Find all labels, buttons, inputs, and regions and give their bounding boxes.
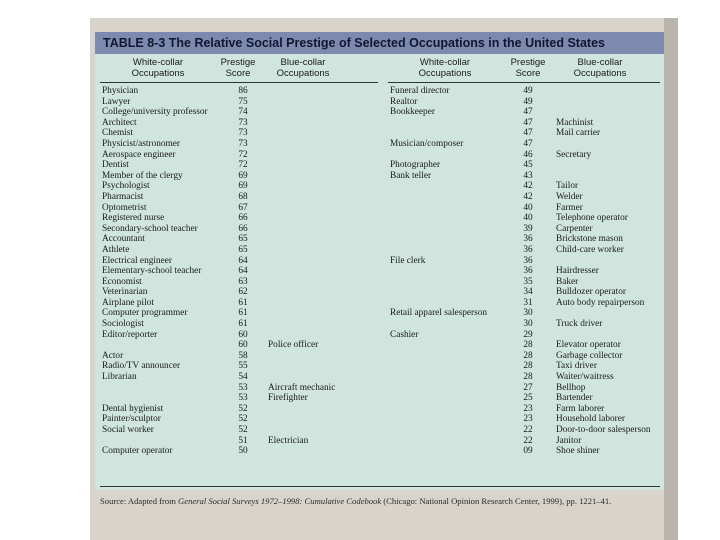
- table-cell: [390, 361, 508, 372]
- table-cell: [268, 319, 378, 330]
- table-cell: Electrical engineer: [102, 255, 172, 266]
- table-cell: 69: [238, 181, 248, 192]
- table-cell: Carpenter: [556, 223, 593, 234]
- table-cell: Dentist: [102, 160, 129, 171]
- table-cell: 36: [523, 244, 533, 255]
- table-cell: 55: [238, 361, 248, 372]
- table-cell: 60: [238, 329, 248, 340]
- table-cell: [390, 181, 508, 192]
- table-cell: [102, 383, 222, 394]
- table-cell: [268, 213, 378, 224]
- table-cell: Retail apparel salesperson: [390, 308, 488, 319]
- table-cell: [268, 351, 378, 362]
- table-cell: [556, 107, 662, 118]
- table-cell: [556, 97, 662, 108]
- table-cell: [556, 171, 662, 182]
- table-cell: [268, 361, 378, 372]
- left-prestige-column: [228, 86, 258, 457]
- table-cell: Bartender: [556, 393, 593, 404]
- source-work-title: General Social Surveys 1972–1998: Cumulative Codebook: [178, 496, 382, 506]
- table-cell: [390, 277, 508, 288]
- table-cell: [268, 160, 378, 171]
- table-cell: 45: [523, 160, 533, 171]
- table-cell: Athlete: [102, 244, 130, 255]
- right-white-collar-column: [390, 86, 508, 457]
- table-cell: Actor: [102, 350, 124, 361]
- left-white-collar-column: [102, 86, 222, 457]
- table-cell: Firefighter: [268, 393, 308, 404]
- table-cell: [556, 330, 662, 341]
- table-cell: [390, 234, 508, 245]
- table-cell: [390, 128, 508, 139]
- table-cell: Police officer: [268, 340, 319, 351]
- table-cell: Veterinarian: [102, 287, 148, 298]
- table-cell: 09: [523, 446, 533, 457]
- table-cell: Truck driver: [556, 319, 603, 330]
- table-cell: Musician/composer: [390, 138, 464, 149]
- table-cell: [390, 372, 508, 383]
- table-cell: Mail carrier: [556, 128, 601, 139]
- header-prestige-right: Prestige Score: [510, 57, 546, 79]
- table-cell: [268, 266, 378, 277]
- table-cell: Machinist: [556, 117, 594, 128]
- table-cell: 42: [523, 191, 533, 202]
- table-cell: 29: [523, 329, 533, 340]
- table-cell: Sociologist: [102, 319, 144, 330]
- table-cell: Bookkeeper: [390, 107, 435, 118]
- table-cell: 69: [238, 170, 248, 181]
- table-cell: Telephone operator: [556, 213, 628, 224]
- table-cell: [390, 203, 508, 214]
- table-cell: [268, 298, 378, 309]
- table-cell: Economist: [102, 276, 142, 287]
- table-cell: [390, 224, 508, 235]
- table-cell: [268, 118, 378, 129]
- table-cell: 43: [523, 170, 533, 181]
- bottom-rule: [100, 486, 660, 487]
- table-cell: Member of the clergy: [102, 170, 183, 181]
- table-cell: Hairdresser: [556, 266, 599, 277]
- table-cell: 39: [523, 223, 533, 234]
- table-cell: [390, 436, 508, 447]
- table-cell: [268, 287, 378, 298]
- table-cell: 42: [523, 181, 533, 192]
- table-cell: Cashier: [390, 329, 419, 340]
- table-cell: [268, 425, 378, 436]
- table-cell: 54: [238, 372, 248, 383]
- table-cell: [102, 340, 222, 351]
- table-cell: Welder: [556, 191, 583, 202]
- table-cell: [390, 351, 508, 362]
- table-cell: Dental hygienist: [102, 403, 164, 414]
- table-cell: Airplane pilot: [102, 297, 154, 308]
- table-cell: 64: [238, 266, 248, 277]
- table-cell: Social worker: [102, 425, 154, 435]
- table-cell: Computer operator: [102, 446, 173, 457]
- table-cell: [268, 372, 378, 383]
- table-cell: Baker: [556, 276, 579, 287]
- page-edge: [664, 18, 678, 540]
- table-cell: 67: [238, 202, 248, 213]
- table-cell: [268, 150, 378, 161]
- table-cell: Pharmacist: [102, 191, 144, 202]
- table-cell: [268, 330, 378, 341]
- table-cell: Lawyer: [102, 96, 131, 107]
- table-cell: 23: [523, 403, 533, 414]
- table-cell: Janitor: [556, 435, 582, 446]
- table-cell: [268, 404, 378, 415]
- table-cell: 62: [238, 287, 248, 298]
- table-cell: 73: [238, 128, 248, 139]
- table-cell: 28: [523, 340, 533, 351]
- table-cell: 35: [523, 276, 533, 287]
- source-note: [100, 496, 660, 507]
- header-prestige-left: Prestige Score: [220, 57, 256, 79]
- right-blue-collar-column: [556, 86, 662, 457]
- table-cell: 73: [238, 117, 248, 128]
- table-cell: 52: [238, 403, 248, 414]
- table-cell: [102, 436, 222, 447]
- table-cell: 74: [238, 107, 248, 118]
- table-cell: 86: [238, 86, 248, 96]
- table-cell: 65: [238, 234, 248, 245]
- table-cell: Realtor: [390, 96, 418, 107]
- header-blue-collar-right: Blue-collar Occupations: [573, 57, 627, 79]
- table-cell: Optometrist: [102, 202, 147, 213]
- table-cell: 46: [523, 149, 533, 160]
- table-cell: Physicist/astronomer: [102, 138, 180, 149]
- table-cell: [268, 192, 378, 203]
- table-cell: [390, 383, 508, 394]
- table-cell: 47: [523, 117, 533, 128]
- table-cell: Aerospace engineer: [102, 149, 176, 160]
- table-cell: [390, 150, 508, 161]
- table-title: TABLE 8-3 The Relative Social Prestige of Selected Occupations in the United States: [95, 32, 664, 54]
- table-cell: 52: [238, 425, 248, 435]
- table-cell: Architect: [102, 117, 137, 128]
- table-cell: 22: [523, 425, 533, 435]
- table-cell: 64: [238, 255, 248, 266]
- table-cell: 36: [523, 255, 533, 266]
- table-cell: Chemist: [102, 128, 133, 139]
- table-cell: 50: [238, 446, 248, 457]
- table-cell: 61: [238, 308, 248, 319]
- table-cell: 30: [523, 319, 533, 330]
- table-cell: 53: [238, 393, 248, 404]
- table-cell: [390, 118, 508, 129]
- header-rule-left: [100, 82, 378, 83]
- table-cell: Funeral director: [390, 86, 450, 96]
- table-cell: 61: [238, 319, 248, 330]
- table-cell: 27: [523, 382, 533, 393]
- table-cell: Elevator operator: [556, 340, 621, 351]
- table-cell: Garbage collector: [556, 350, 623, 361]
- table-cell: [268, 86, 378, 97]
- table-cell: 28: [523, 361, 533, 372]
- table-cell: Elementary-school teacher: [102, 266, 202, 277]
- table-cell: Door-to-door salesperson: [556, 425, 651, 435]
- table-cell: [390, 319, 508, 330]
- table-cell: Physician: [102, 86, 139, 96]
- table-cell: [268, 139, 378, 150]
- table-cell: [390, 446, 508, 457]
- table-cell: 28: [523, 350, 533, 361]
- table-cell: 51: [238, 435, 248, 446]
- table-cell: [268, 171, 378, 182]
- table-cell: [268, 128, 378, 139]
- table-cell: Secondary-school teacher: [102, 223, 198, 234]
- table-cell: 73: [238, 138, 248, 149]
- table-cell: Farmer: [556, 202, 583, 213]
- table-cell: 49: [523, 86, 533, 96]
- table-cell: 25: [523, 393, 533, 404]
- table-cell: [268, 245, 378, 256]
- table-cell: [390, 340, 508, 351]
- table-cell: [268, 203, 378, 214]
- table-cell: 63: [238, 276, 248, 287]
- right-prestige-column: [513, 86, 543, 457]
- table-cell: Brickstone mason: [556, 234, 623, 245]
- table-cell: 65: [238, 244, 248, 255]
- table-cell: [556, 160, 662, 171]
- table-cell: Editor/reporter: [102, 329, 158, 340]
- table-cell: 31: [523, 297, 533, 308]
- table-cell: Tailor: [556, 181, 579, 192]
- left-blue-collar-column: [268, 86, 378, 457]
- table-cell: [102, 393, 222, 404]
- table-cell: 40: [523, 202, 533, 213]
- table-cell: Secretary: [556, 149, 592, 160]
- table-cell: 58: [238, 350, 248, 361]
- header-blue-collar-left: Blue-collar Occupations: [276, 57, 330, 79]
- table-cell: 66: [238, 213, 248, 224]
- table-cell: 75: [238, 96, 248, 107]
- table-cell: File clerk: [390, 255, 426, 266]
- table-cell: Radio/TV announcer: [102, 361, 181, 372]
- table-cell: 47: [523, 138, 533, 149]
- table-cell: [390, 298, 508, 309]
- table-cell: 60: [238, 340, 248, 351]
- header-white-collar-right: White-collar Occupations: [418, 57, 472, 79]
- table-cell: Child-care worker: [556, 244, 624, 255]
- table-cell: Aircraft mechanic: [268, 382, 336, 393]
- table-cell: [268, 308, 378, 319]
- table-cell: [390, 425, 508, 436]
- table-cell: 47: [523, 107, 533, 118]
- table-cell: 34: [523, 287, 533, 298]
- table-cell: Bank teller: [390, 170, 432, 181]
- table-cell: 53: [238, 382, 248, 393]
- table-cell: Registered nurse: [102, 213, 165, 224]
- table-cell: [268, 446, 378, 457]
- table-cell: Librarian: [102, 372, 137, 383]
- table-cell: [268, 97, 378, 108]
- table-cell: [268, 224, 378, 235]
- table-cell: 49: [523, 96, 533, 107]
- table-cell: 36: [523, 234, 533, 245]
- table-cell: College/university professor: [102, 107, 208, 118]
- table-cell: [556, 86, 662, 97]
- table-cell: 72: [238, 149, 248, 160]
- table-cell: Shoe shiner: [556, 446, 600, 457]
- table-cell: Electrician: [268, 435, 309, 446]
- table-cell: [268, 277, 378, 288]
- table-cell: [556, 256, 662, 267]
- table-cell: 72: [238, 160, 248, 171]
- table-cell: Photographer: [390, 160, 441, 171]
- table-cell: [390, 192, 508, 203]
- header-white-collar-left: White-collar Occupations: [131, 57, 185, 79]
- table-cell: [390, 266, 508, 277]
- table-cell: 68: [238, 191, 248, 202]
- table-cell: [390, 287, 508, 298]
- table-cell: Bulldozer operator: [556, 287, 626, 298]
- table-cell: Computer programmer: [102, 308, 188, 319]
- table-cell: Accountant: [102, 234, 145, 245]
- table-cell: [556, 308, 662, 319]
- table-cell: [390, 414, 508, 425]
- table-cell: 52: [238, 414, 248, 425]
- table-cell: Auto body repairperson: [556, 297, 645, 308]
- table-cell: Bellhop: [556, 382, 586, 393]
- table-cell: Painter/sculptor: [102, 414, 161, 425]
- source-prefix: Source: Adapted from: [100, 496, 179, 506]
- table-cell: [268, 107, 378, 118]
- table-cell: [390, 213, 508, 224]
- table-cell: 30: [523, 308, 533, 319]
- table-cell: 47: [523, 128, 533, 139]
- table-cell: Household laborer: [556, 414, 625, 425]
- table-cell: 28: [523, 372, 533, 383]
- table-cell: Waiter/waitress: [556, 372, 614, 383]
- table-cell: [390, 245, 508, 256]
- table-cell: 36: [523, 266, 533, 277]
- table-cell: [390, 404, 508, 415]
- table-cell: 66: [238, 223, 248, 234]
- table-cell: [268, 234, 378, 245]
- table-cell: [268, 414, 378, 425]
- table-cell: 23: [523, 414, 533, 425]
- table-cell: [268, 256, 378, 267]
- table-cell: 40: [523, 213, 533, 224]
- table-cell: Psychologist: [102, 181, 150, 192]
- table-cell: 61: [238, 297, 248, 308]
- table-cell: [390, 393, 508, 404]
- table-cell: 22: [523, 435, 533, 446]
- table-cell: Taxi driver: [556, 361, 597, 372]
- table-cell: Farm laborer: [556, 403, 605, 414]
- table-cell: [556, 139, 662, 150]
- header-rule-right: [388, 82, 660, 83]
- source-suffix: (Chicago: National Opinion Research Center, 1999), pp. 1221–41.: [381, 496, 612, 506]
- table-cell: [268, 181, 378, 192]
